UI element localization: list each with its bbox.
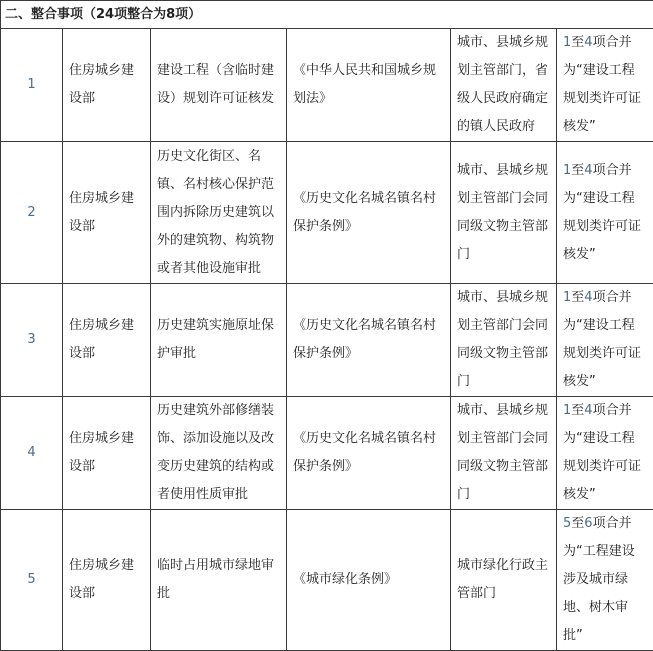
table-row — [1, 29, 653, 142]
legal-basis-cell: 《历史文化名城名镇名村保护条例》 — [287, 397, 451, 510]
note-end-number: 4 — [584, 290, 593, 305]
department-cell: 住房城乡建设部 — [63, 397, 151, 510]
note-connector: 至 — [571, 403, 585, 418]
department-cell: 住房城乡建设部 — [63, 29, 151, 142]
legal-basis-cell: 《历史文化名城名镇名村保护条例》 — [287, 142, 451, 284]
note-end-number: 6 — [584, 516, 593, 531]
note-start-number: 1 — [563, 35, 572, 50]
table-row — [1, 397, 653, 510]
table-row — [1, 142, 653, 284]
section-title: 二、整合事项（24项整合为8项） — [1, 1, 653, 29]
note-connector: 至 — [571, 516, 585, 531]
item-cell: 历史建筑实施原址保护审批 — [151, 284, 287, 397]
legal-basis-cell: 《城市绿化条例》 — [287, 510, 451, 651]
row-number: 4 — [1, 397, 63, 510]
note-start-number: 5 — [563, 516, 572, 531]
item-cell: 临时占用城市绿地审批 — [151, 510, 287, 651]
note-text: 项合并为“建设工程规划类许可证核发” — [563, 35, 642, 134]
row-number: 2 — [1, 142, 63, 284]
note-text: 项合并为“建设工程规划类许可证核发” — [563, 162, 642, 262]
authority-cell: 城市、县城乡规划主管部门会同同级文物主管部门 — [451, 142, 557, 284]
authority-cell: 城市绿化行政主管部门 — [451, 510, 557, 651]
department-cell: 住房城乡建设部 — [63, 510, 151, 651]
note-connector: 至 — [571, 162, 585, 178]
row-number: 5 — [1, 510, 63, 651]
note-text: 项合并为“建设工程规划类许可证核发” — [563, 290, 642, 389]
item-cell: 历史文化街区、名镇、名村核心保护范围内拆除历史建筑以外的建筑物、构筑物或者其他设施审批 — [151, 142, 287, 284]
table-row — [1, 284, 653, 397]
legal-basis-cell: 《中华人民共和国城乡规划法》 — [287, 29, 451, 142]
note-cell — [557, 29, 653, 142]
note-cell — [557, 397, 653, 510]
note-text: 项合并为“建设工程规划类许可证核发” — [563, 403, 642, 502]
note-start-number: 1 — [563, 403, 572, 418]
table-row — [1, 510, 653, 651]
item-cell: 建设工程（含临时建设）规划许可证核发 — [151, 29, 287, 142]
legal-basis-cell: 《历史文化名城名镇名村保护条例》 — [287, 284, 451, 397]
note-start-number: 1 — [563, 162, 572, 178]
note-connector: 至 — [571, 290, 585, 305]
note-end-number: 4 — [584, 35, 593, 50]
row-number: 1 — [1, 29, 63, 142]
authority-cell: 城市、县城乡规划主管部门会同同级文物主管部门 — [451, 397, 557, 510]
note-cell — [557, 284, 653, 397]
note-cell — [557, 510, 653, 651]
note-text: 项合并为“工程建设涉及城市绿地、树木审批” — [563, 516, 635, 643]
item-cell: 历史建筑外部修缮装饰、添加设施以及改变历史建筑的结构或者使用性质审批 — [151, 397, 287, 510]
note-cell — [557, 142, 653, 284]
note-end-number: 4 — [584, 403, 593, 418]
row-number: 3 — [1, 284, 63, 397]
note-end-number: 4 — [584, 162, 593, 178]
department-cell: 住房城乡建设部 — [63, 284, 151, 397]
authority-cell: 城市、县城乡规划主管部门，省级人民政府确定的镇人民政府 — [451, 29, 557, 142]
department-cell: 住房城乡建设部 — [63, 142, 151, 284]
note-start-number: 1 — [563, 290, 572, 305]
note-connector: 至 — [571, 35, 585, 50]
authority-cell: 城市、县城乡规划主管部门会同同级文物主管部门 — [451, 284, 557, 397]
